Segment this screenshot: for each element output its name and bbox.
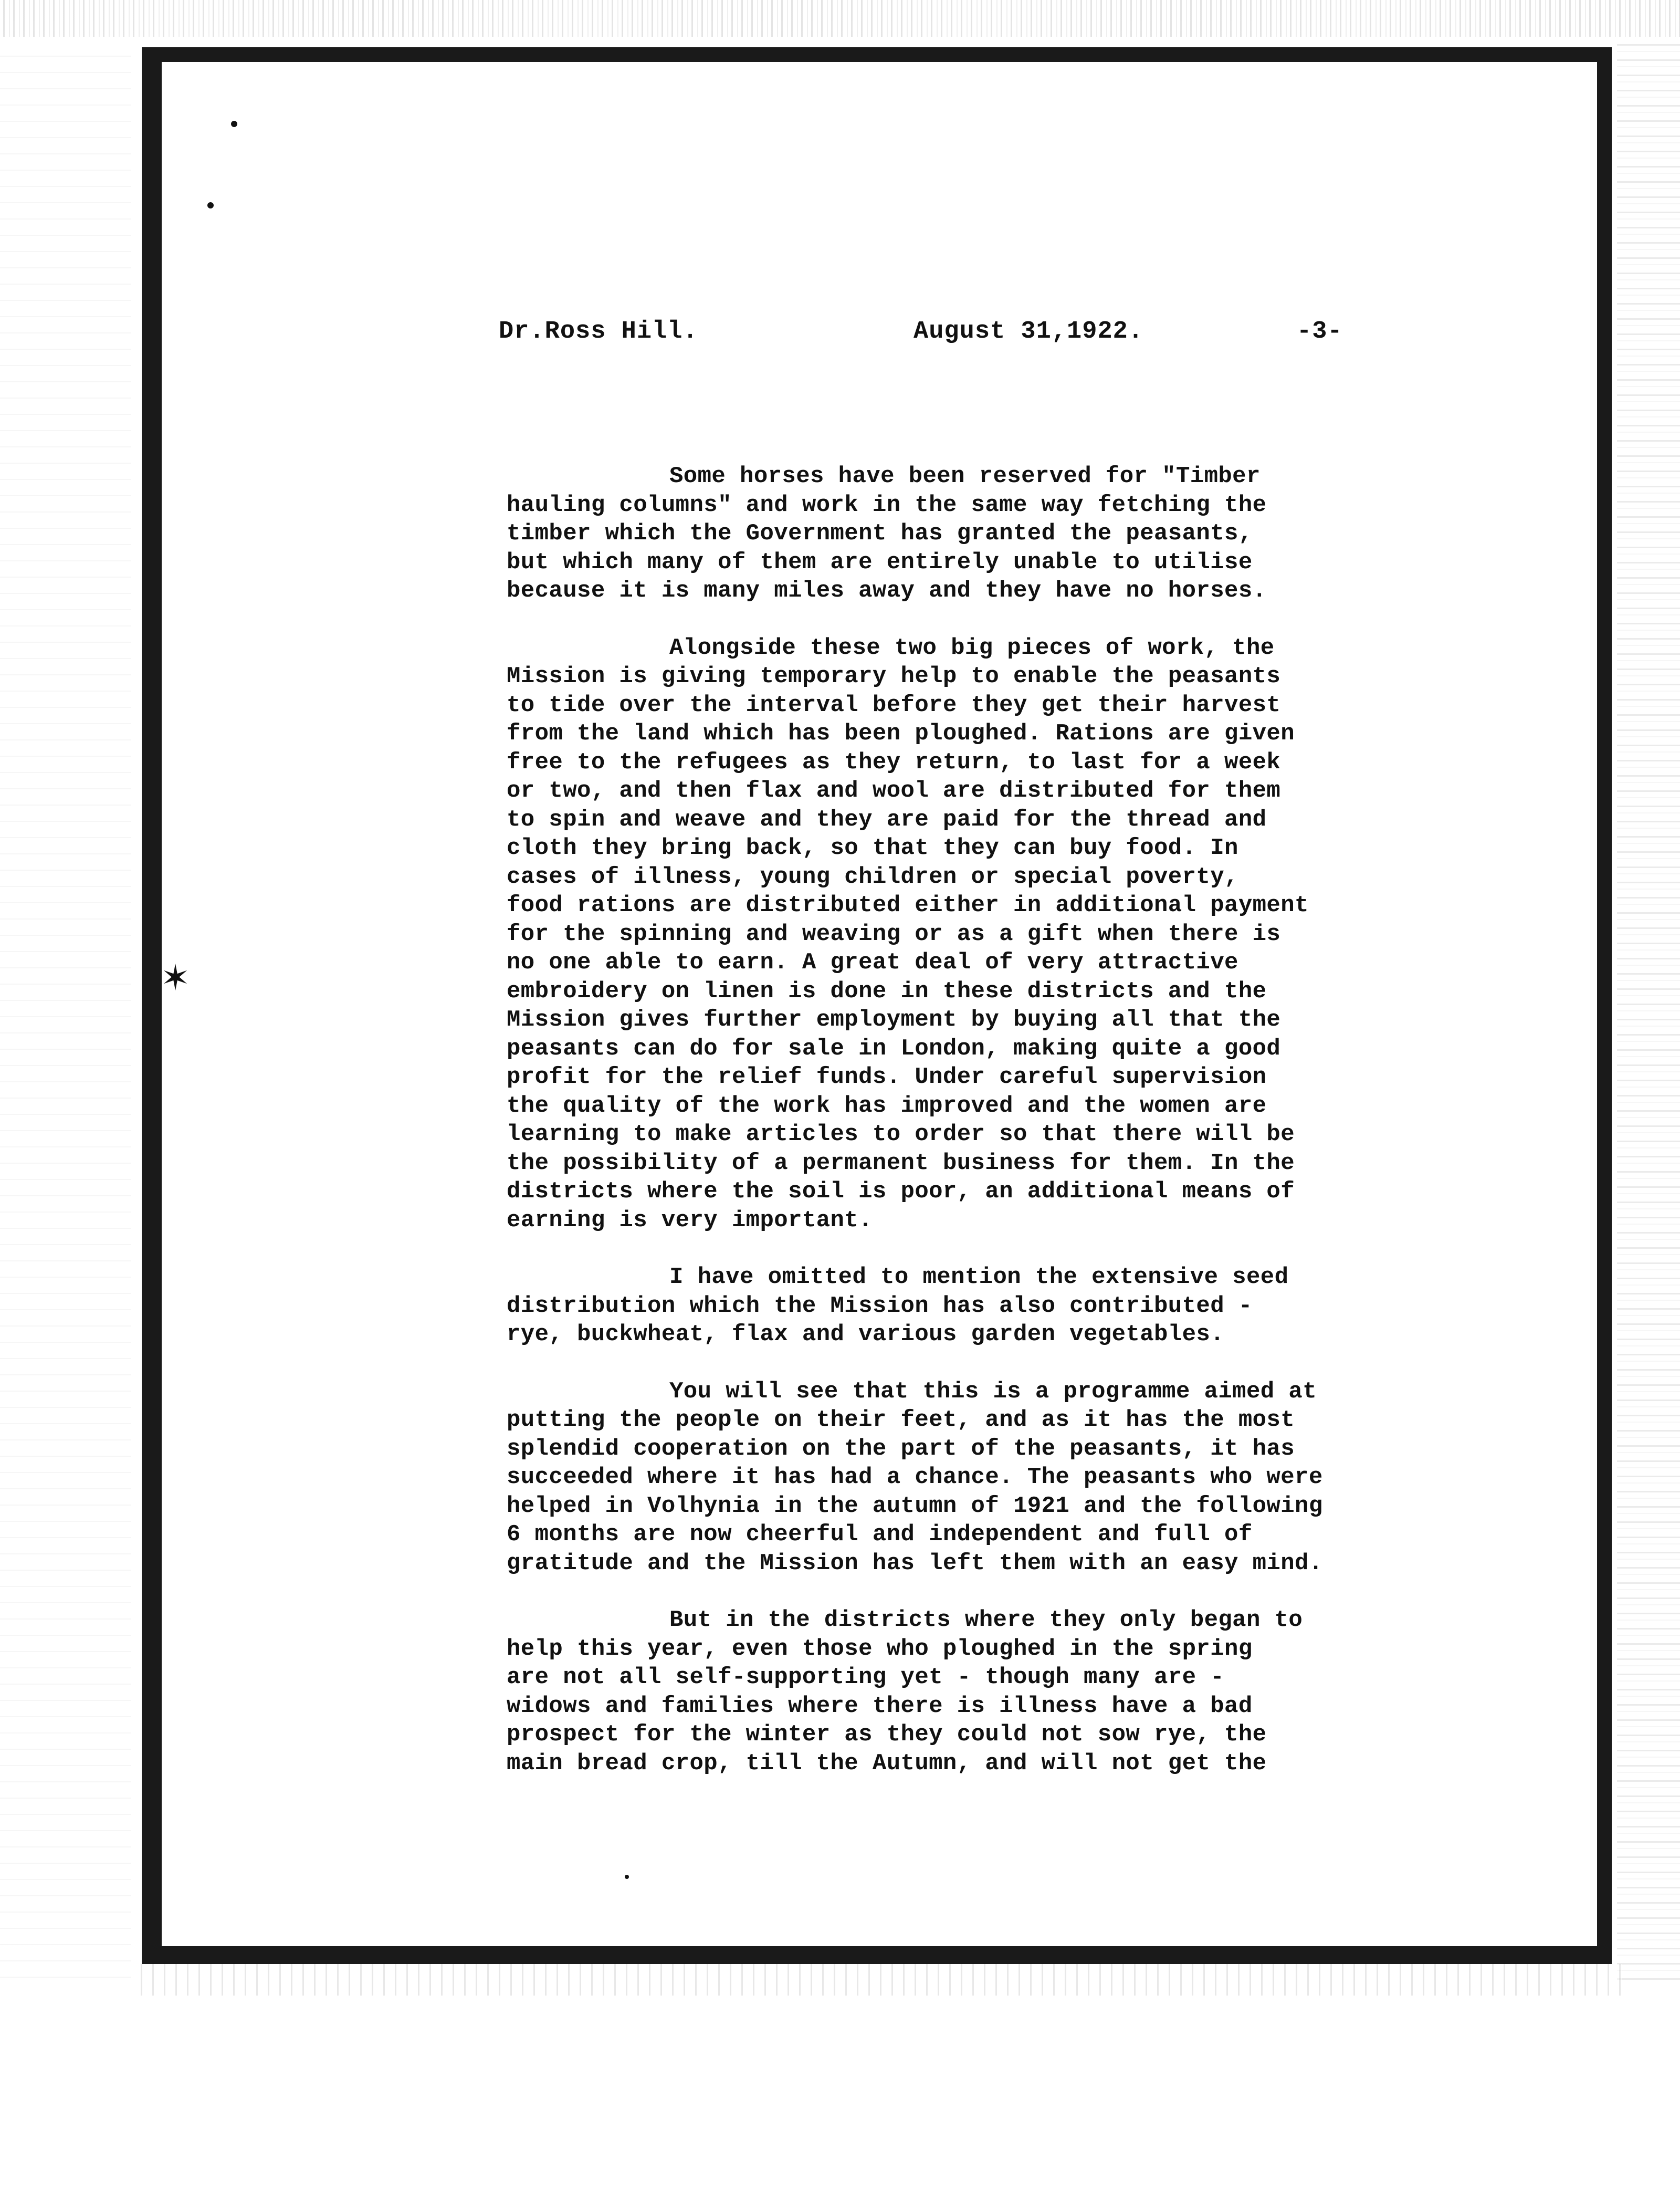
text-line: free to the refugees as they return, to last for a week: [507, 749, 1281, 776]
text-line: rye, buckwheat, flax and various garden vegetables.: [507, 1321, 1225, 1348]
paragraph-3: [507, 1263, 1452, 1349]
text-line: 6 months are now cheerful and independent and full of: [507, 1521, 1253, 1548]
text-line: learning to make articles to order so that there will be: [507, 1121, 1295, 1147]
text-line: main bread crop, till the Autumn, and will not get the: [507, 1750, 1267, 1777]
text-line: from the land which has been ploughed. Rations are given: [507, 720, 1295, 747]
text-line: profit for the relief funds. Under careful supervision: [507, 1064, 1267, 1090]
text-line: earning is very important.: [507, 1207, 873, 1234]
text-line: the quality of the work has improved and the women are: [507, 1092, 1267, 1119]
text-line: but which many of them are entirely unable to utilise: [507, 549, 1253, 576]
text-line: Alongside these two big pieces of work, the: [669, 634, 1275, 661]
scan-noise-top: [0, 0, 1680, 37]
ink-blot-mark: ✶: [163, 955, 188, 1003]
text-line: to spin and weave and they are paid for the thread and: [507, 806, 1267, 833]
text-line: no one able to earn. A great deal of very attractive: [507, 949, 1238, 976]
text-line: Mission gives further employment by buying all that the: [507, 1007, 1281, 1033]
addressee: Dr.Ross Hill.: [499, 318, 698, 346]
text-line: timber which the Government has granted the peasants,: [507, 520, 1253, 547]
text-line: peasants can do for sale in London, making quite a good: [507, 1035, 1281, 1062]
text-line: because it is many miles away and they have no horses.: [507, 578, 1267, 604]
text-line: widows and families where there is illness have a bad: [507, 1693, 1253, 1719]
text-line: or two, and then flax and wool are distributed for them: [507, 778, 1281, 804]
paragraph-5: [507, 1606, 1452, 1778]
text-line: You will see that this is a programme aimed at: [669, 1378, 1317, 1405]
paragraph-4: [507, 1377, 1452, 1578]
text-line: districts where the soil is poor, an additional means of: [507, 1178, 1295, 1205]
text-line: hauling columns" and work in the same way fetching the: [507, 492, 1267, 518]
text-line: Mission is giving temporary help to enable the peasants: [507, 663, 1281, 690]
text-line: to tide over the interval before they get their harvest: [507, 692, 1281, 718]
text-line: distribution which the Mission has also contributed -: [507, 1292, 1253, 1319]
text-line: cases of illness, young children or special poverty,: [507, 863, 1238, 890]
punch-mark: [625, 1875, 629, 1879]
text-line: food rations are distributed either in additional payment: [507, 892, 1309, 918]
paragraph-2: [507, 634, 1452, 1235]
paragraph-1: [507, 462, 1452, 605]
letter-body: [507, 462, 1452, 1806]
scan-noise-right: [1617, 42, 1680, 1985]
text-line: Some horses have been reserved for "Timber: [669, 463, 1261, 489]
text-line: But in the districts where they only began to: [669, 1607, 1303, 1633]
text-line: gratitude and the Mission has left them with an easy mind.: [507, 1550, 1323, 1576]
scan-noise-bottom: [136, 1964, 1622, 1996]
text-line: putting the people on their feet, and as it has the most: [507, 1407, 1295, 1433]
text-line: are not all self-supporting yet - though many are -: [507, 1664, 1225, 1690]
text-line: help this year, even those who ploughed in the spring: [507, 1635, 1253, 1662]
text-line: succeeded where it has had a chance. The peasants who were: [507, 1464, 1323, 1490]
scan-noise-left: [0, 42, 131, 1985]
letter-header: [499, 318, 1418, 360]
letter-date: August 31,1922.: [914, 318, 1144, 346]
text-line: splendid cooperation on the part of the peasants, it has: [507, 1435, 1295, 1462]
text-line: embroidery on linen is done in these districts and the: [507, 978, 1267, 1005]
text-line: the possibility of a permanent business for them. In the: [507, 1150, 1295, 1176]
punch-mark: [231, 121, 237, 127]
page-number: -3-: [1297, 318, 1343, 346]
text-line: helped in Volhynia in the autumn of 1921 and the following: [507, 1492, 1323, 1519]
text-line: I have omitted to mention the extensive seed: [669, 1264, 1289, 1290]
text-line: prospect for the winter as they could not sow rye, the: [507, 1721, 1267, 1748]
punch-mark: [207, 202, 214, 208]
text-line: cloth they bring back, so that they can buy food. In: [507, 835, 1238, 861]
text-line: for the spinning and weaving or as a gift when there is: [507, 921, 1281, 947]
